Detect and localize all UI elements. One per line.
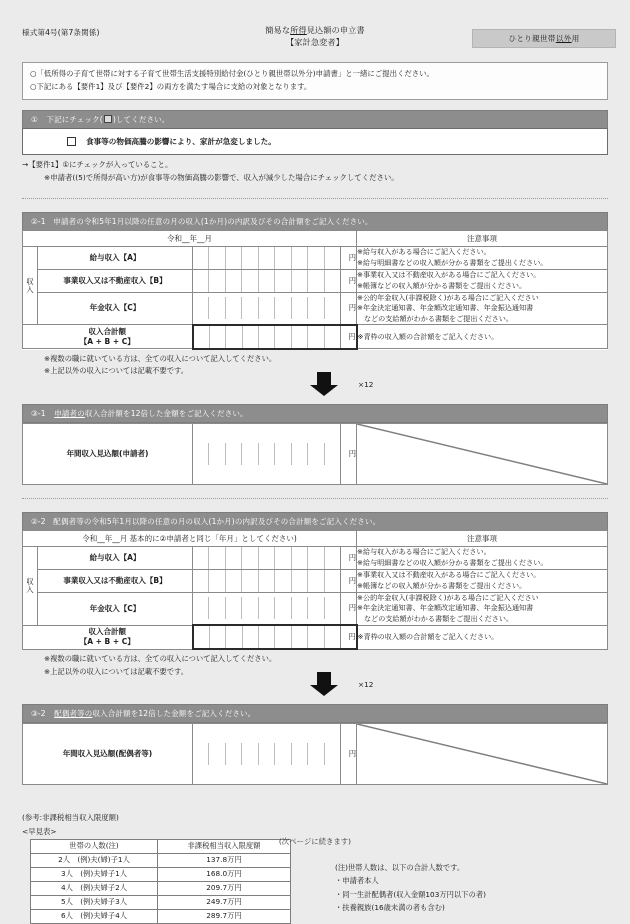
household-change-check-row[interactable] — [23, 136, 607, 147]
reference-note-line: ・扶養親族(16歳未満の者も含む) — [335, 903, 445, 913]
income-vertical-label: 収 入 — [23, 246, 38, 325]
form-number: 様式第4号(第7条関係) — [22, 28, 100, 37]
business-income-notes — [357, 269, 608, 292]
salary-income-notes — [357, 246, 608, 269]
section3-1-rest: 収入合計額を12倍した金額をご記入ください。 — [84, 408, 248, 418]
below-note-line: ※上記以外の収入については記載不要です。 — [44, 366, 189, 376]
spouse-total-income-note: ※青枠の収入額の合計額をご記入ください。 — [357, 625, 608, 649]
section1-header-bar — [22, 110, 608, 128]
total-income-label-line2: 【A + B + C】 — [79, 336, 135, 346]
ref-cell-limit: 249.7万円 — [158, 895, 291, 909]
badge-text-a: ひとり親世帯 — [508, 34, 556, 43]
ref-cell-limit: 137.8万円 — [158, 853, 291, 867]
badge-underlined-part: 以外 — [555, 34, 572, 43]
ref-cell-limit: 168.0万円 — [158, 867, 291, 881]
applicant-notes-header: 注意事項 — [357, 230, 608, 246]
section3-1-header-bar — [22, 404, 608, 423]
business-income-label: 事業収入又は不動産収入【B】 — [38, 269, 193, 292]
badge-text-b: 用 — [571, 34, 580, 43]
reference-title: (参考:非課税相当収入限度額) — [22, 812, 119, 822]
note-line: ※公的年金収入(非課税除く)がある場合にご記入ください — [357, 292, 539, 302]
ref-cell-size: 6人 (例)夫婦子4人 — [31, 909, 158, 923]
applicant-annual-estimate-input[interactable] — [193, 423, 341, 484]
note-line: ※年金決定通知書、年金額改定通知書、年金振込通知書 — [357, 303, 534, 313]
table-row — [31, 867, 291, 881]
spouse-total-income-label-line1: 収入合計額 — [88, 627, 126, 637]
ref-cell-limit: 289.7万円 — [158, 909, 291, 923]
spouse-annual-estimate-input[interactable] — [193, 723, 341, 784]
pension-income-input[interactable] — [193, 292, 341, 325]
spouse-salary-income-notes — [357, 546, 608, 569]
table-row — [31, 909, 291, 923]
spouse-salary-income-label: 給与収入【A】 — [38, 546, 193, 569]
spouse-business-income-notes — [357, 569, 608, 592]
page-footer: (次ページに続きます) — [278, 837, 352, 846]
section1-number: ① — [31, 114, 38, 124]
section1-checkbox-area — [22, 128, 608, 155]
business-income-yen: 円 — [341, 269, 357, 292]
table-row — [31, 895, 291, 909]
pension-income-label: 年金収入【C】 — [38, 292, 193, 325]
note-line: ※給与収入がある場合にご記入ください。 — [357, 547, 491, 557]
requirement1-line: →【要件1】①にチェックが入っていること。 — [22, 159, 173, 169]
table-row-total — [23, 325, 608, 349]
document-content — [22, 62, 608, 924]
title-underlined-part: 所得 — [290, 25, 307, 35]
spouse-estimate-strikethrough-cell — [357, 723, 608, 784]
note-line: ※給与収入がある場合にご記入ください。 — [357, 246, 491, 256]
household-change-label: 食事等の物価高騰の影響により、家計が急変しました。 — [86, 136, 276, 146]
notice-line-2: ○下記にある【要件1】及び【要件2】の両方を満たす場合に支給の対象となります。 — [30, 81, 312, 91]
total-income-note: ※青枠の収入額の合計額をご記入ください。 — [357, 325, 608, 349]
salary-income-label: 給与収入【A】 — [38, 246, 193, 269]
table-row — [31, 881, 291, 895]
ref-cell-limit: 209.7万円 — [158, 881, 291, 895]
note-line: ※給与明細書などの収入額が分かる書類をご提出ください。 — [357, 257, 548, 267]
ref-cell-size: 2人 (例)夫(婦)子1人 — [31, 853, 158, 867]
spouse-business-income-input[interactable] — [193, 569, 341, 592]
spouse-total-income-yen: 円 — [341, 625, 357, 649]
total-income-label-line1: 収入合計額 — [88, 326, 126, 336]
ref-cell-size: 4人 (例)夫婦子2人 — [31, 881, 158, 895]
section2-1-below-notes — [22, 350, 608, 378]
household-change-checkbox[interactable] — [67, 137, 76, 146]
below-note-line: ※複数の職に就いている方は、全ての収入について記入してください。 — [44, 654, 277, 664]
requirement1-detail: ※申請者((5)で所得が高い方)が食事等の物価高騰の影響で、収入が減少した場合にチェックしてください。 — [44, 173, 399, 183]
section1-text-a: 下記にチェック( — [46, 114, 103, 124]
spouse-pension-income-notes — [357, 592, 608, 625]
note-line: ※公的年金収入(非課税除く)がある場合にご記入ください — [357, 592, 539, 602]
note-line: ※給与明細書などの収入額が分かる書類をご提出ください。 — [357, 557, 548, 567]
below-note-line: ※上記以外の収入については記載不要です。 — [44, 666, 189, 676]
business-income-input[interactable] — [193, 269, 341, 292]
total-income-yen: 円 — [341, 325, 357, 349]
section2-1-arrow-area — [22, 378, 608, 404]
reference-note-line: (注)世帯人数は、以下の合計人数です。 — [335, 862, 465, 872]
spouse-pension-income-label: 年金収入【C】 — [38, 592, 193, 625]
table-row — [23, 569, 608, 592]
document-header — [0, 0, 630, 46]
table-row-total — [23, 625, 608, 649]
spouse-total-income-label — [23, 625, 193, 649]
page-subtitle: 【家計急変者】 — [285, 36, 344, 47]
section3-1-number: ③-1 — [31, 408, 46, 418]
note-line: ※帳簿などの収入額が分かる書類をご提出ください。 — [357, 580, 527, 590]
requirement1-note — [22, 155, 608, 185]
title-prefix: 簡易な — [265, 25, 291, 35]
note-line: ※帳簿などの収入額が分かる書類をご提出ください。 — [357, 280, 527, 290]
section3-2-rest: 収入合計額を12倍した金額をご記入ください。 — [92, 708, 256, 718]
section2-2-arrow-area — [22, 678, 608, 704]
applicant-annual-estimate-yen: 円 — [341, 423, 357, 484]
spouse-business-income-label: 事業収入又は不動産収入【B】 — [38, 569, 193, 592]
total-income-input[interactable] — [193, 325, 341, 349]
reference-notes — [335, 839, 486, 915]
spouse-annual-estimate-label: 年間収入見込額(配偶者等) — [23, 723, 193, 784]
section3-2-underlined: 配偶者等の — [54, 708, 93, 718]
note-line: などの支給額がわかる書類をご提出ください。 — [364, 313, 513, 323]
applicant-income-table — [22, 230, 608, 350]
applicant-period-header: 令和__年__月 — [23, 230, 357, 246]
section3-2-number: ③-2 — [31, 708, 46, 718]
spouse-salary-income-input[interactable] — [193, 546, 341, 569]
section3-1-underlined: 申請者の — [54, 408, 85, 418]
spouse-pension-income-yen: 円 — [341, 592, 357, 625]
section2-1-header-bar: ②-1 申請者の令和5年1月以降の任意の月の収入(1か月)の内訳及びその合計額をご記入ください。 — [22, 212, 608, 230]
table-row — [23, 723, 608, 784]
applicant-annual-estimate-label: 年間収入見込額(申請者) — [23, 423, 193, 484]
pension-income-yen: 円 — [341, 292, 357, 325]
applicant-estimate-strikethrough-cell — [357, 423, 608, 484]
note-line: ※事業収入又は不動産収入がある場合にご記入ください。 — [357, 570, 541, 580]
reference-note-line: ・申請者本人 — [335, 876, 379, 886]
spouse-pension-income-input[interactable] — [193, 592, 341, 625]
spouse-annual-estimate-yen: 円 — [341, 723, 357, 784]
table-row — [23, 269, 608, 292]
spouse-income-table — [22, 530, 608, 650]
note-line: ※年金決定通知書、年金額改定通知書、年金振込通知書 — [357, 603, 534, 613]
reference-note-line: ・同一生計配偶者(収入金額103万円以下の者) — [335, 889, 486, 899]
section2-2-header-bar: ②-2 配偶者等の令和5年1月以降の任意の月の収入(1か月)の内訳及びその合計額をご記入ください。 — [22, 512, 608, 530]
ref-header-limit: 非課税相当収入限度額 — [158, 839, 291, 853]
spouse-notes-header: 注意事項 — [357, 530, 608, 546]
income-table-header-row — [23, 230, 608, 246]
below-note-line: ※複数の職に就いている方は、全ての収入について記入してください。 — [44, 353, 277, 363]
multiplier-label: ×12 — [358, 679, 374, 689]
table-row — [31, 853, 291, 867]
table-row — [23, 246, 608, 269]
reference-section — [22, 811, 608, 924]
table-row — [23, 546, 608, 569]
checkbox-glyph-icon — [104, 115, 112, 123]
note-line: などの支給額がわかる書類をご提出ください。 — [364, 614, 514, 624]
income-table-header-row — [23, 530, 608, 546]
notice-line-1: ○「低所得の子育て世帯に対する子育て世帯生活支援特別給付金(ひとり親世帯以外分)申請書」と一緒にご提出ください。 — [30, 69, 434, 78]
section1-text-b: )してください。 — [112, 114, 170, 124]
table-row — [23, 423, 608, 484]
total-income-label — [23, 325, 193, 349]
tax-exempt-limit-table — [30, 839, 291, 924]
divider-1 — [22, 198, 608, 199]
table-row — [23, 592, 608, 625]
spouse-income-vertical-label: 収 入 — [23, 546, 38, 625]
table-row — [23, 292, 608, 325]
pension-income-notes — [357, 292, 608, 325]
household-type-badge — [472, 29, 616, 48]
spouse-period-header: 令和__年__月 基本的に②申請者と同じ「年月」としてください) — [23, 530, 357, 546]
applicant-annual-estimate-table — [22, 423, 608, 485]
title-suffix: 見込額の申立書 — [306, 25, 365, 35]
section2-2-below-notes — [22, 650, 608, 678]
spouse-business-income-yen: 円 — [341, 569, 357, 592]
reference-subtitle: <早見表> — [22, 826, 57, 836]
spouse-total-income-input[interactable] — [193, 625, 341, 649]
salary-income-yen: 円 — [341, 246, 357, 269]
multiplier-label: ×12 — [358, 379, 374, 389]
salary-income-input[interactable] — [193, 246, 341, 269]
divider-2 — [22, 498, 608, 499]
ref-header-household-size: 世帯の人数(注) — [31, 839, 158, 853]
section3-2-header-bar — [22, 704, 608, 723]
submission-notice-box — [22, 62, 608, 100]
note-line: ※事業収入又は不動産収入がある場合にご記入ください。 — [357, 269, 541, 279]
spouse-total-income-label-line2: 【A + B + C】 — [79, 637, 135, 647]
spouse-annual-estimate-table — [22, 723, 608, 785]
spouse-salary-income-yen: 円 — [341, 546, 357, 569]
ref-cell-size: 5人 (例)夫婦子3人 — [31, 895, 158, 909]
ref-cell-size: 3人 (例)夫婦子1人 — [31, 867, 158, 881]
